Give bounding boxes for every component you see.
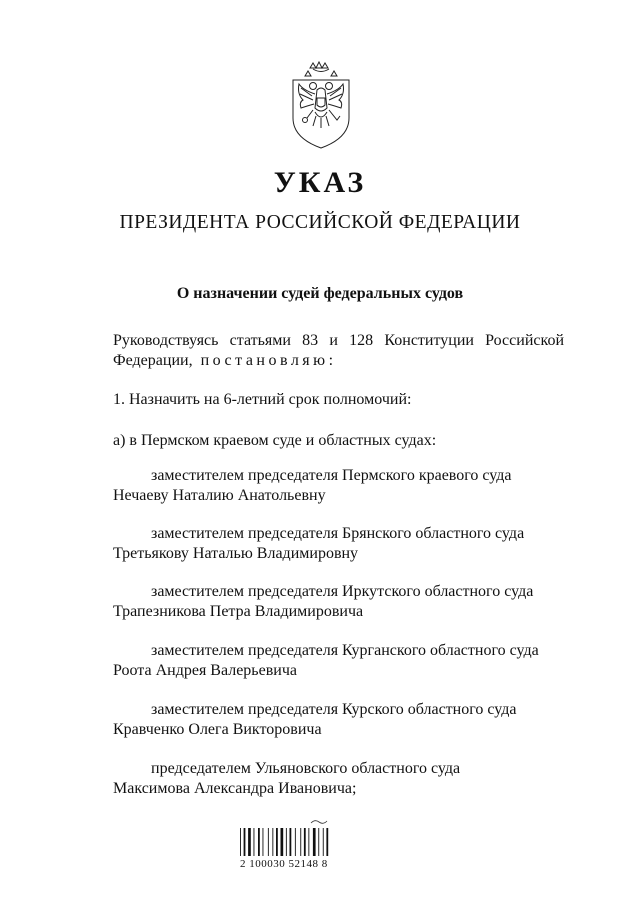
appointment-position: заместителем председателя Брянского областного суда: [151, 525, 525, 542]
appointment-position: заместителем председателя Пермского краевого суда: [151, 467, 512, 484]
appointment-name: Трапезникова Петра Владимировича: [113, 603, 364, 620]
appointment-position: председателем Ульяновского областного суда: [151, 760, 461, 777]
item-1: 1. Назначить на 6-летний срок полномочий:: [113, 391, 412, 408]
preamble-resolve-word: постановляю:: [200, 352, 337, 369]
appointment-name: Максимова Александра Ивановича;: [113, 780, 357, 797]
appointment-name: Третьякову Наталью Владимировну: [113, 545, 359, 562]
preamble-line-1: Руководствуясь статьями 83 и 128 Конституции Российской: [113, 332, 564, 349]
coat-of-arms-icon: [283, 60, 359, 150]
document-issuer: ПРЕЗИДЕНТА РОССИЙСКОЙ ФЕДЕРАЦИИ: [119, 212, 521, 233]
appointment-position: заместителем председателя Иркутского областного суда: [151, 583, 534, 600]
barcode-number: 2 100030 52148 8: [240, 858, 328, 870]
preamble-line-2: [113, 351, 337, 371]
appointment-name: Нечаеву Наталию Анатольевну: [113, 487, 326, 504]
preamble-line-2-start: Федерации,: [113, 352, 193, 369]
item-a: а) в Пермском краевом суде и областных судах:: [113, 432, 437, 449]
appointment-position: заместителем председателя Курганского областного суда: [151, 642, 539, 659]
appointment-name: Кравченко Олега Викторовича: [113, 721, 322, 738]
document-title: УКАЗ: [273, 166, 367, 199]
decree-subject: О назначении судей федеральных судов: [176, 285, 464, 302]
appointment-position: заместителем председателя Курского областного суда: [151, 701, 517, 718]
appointment-name: Роота Андрея Валерьевича: [113, 662, 297, 679]
